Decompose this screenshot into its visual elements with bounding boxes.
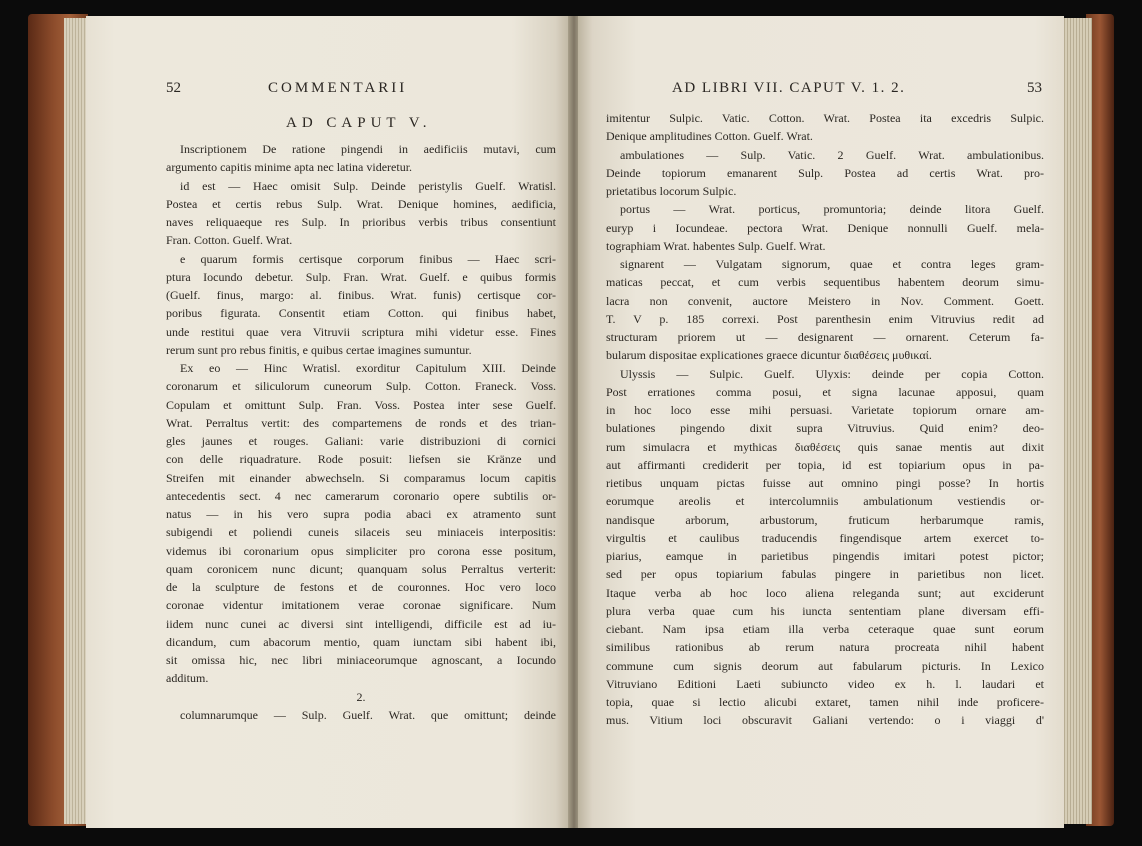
text-line: subigendi et poliendi cuneis silaceis seu miniaceis interpositis:: [166, 525, 556, 540]
text-line: videmus ibi coronarium opus simpliciter pro corona esse positum,: [166, 543, 556, 558]
text-line: prietatibus locorum Sulpic.: [606, 184, 737, 198]
text-line: iidem nunc cunei ac diversi sint intelligendi, difficile est ad iu-: [166, 616, 556, 631]
text-line: in hoc loco esse mihi persuasi. Varietate topiorum ornare am-: [606, 403, 1044, 417]
text-line: euryp i Iocundeae. pectora Wrat. Denique nonnulli Guelf. mela-: [606, 220, 1044, 235]
text-line: aut affirmanti crediderit per topia, id est topiarium opus in pa-: [606, 457, 1044, 472]
right-page-number: 53: [1027, 80, 1042, 96]
text-line: Deinde topiorum emanarent Sulp. Postea ad certis Wrat. pro-: [606, 165, 1044, 180]
text-line: portus — Wrat. porticus, promuntoria; deinde litora Guelf.: [620, 202, 1044, 217]
text-line: rum simulacra et mythicas διαθέσεις quis sanae mentis aut dixit: [606, 439, 1044, 454]
text-line: Itaque verba ab hoc loco aliena releganda sunt; aut exciderunt: [606, 585, 1044, 600]
text-line: imitentur Sulpic. Vatic. Cotton. Wrat. Postea ita excedris Sulpic.: [606, 111, 1044, 125]
text-line: structuram priorem ut — designarent — ornarent. Ceterum fa-: [606, 330, 1044, 344]
text-line: lacra non convenit, auctore Meistero in Nov. Comment. Goett.: [606, 293, 1044, 308]
text-line: Ex eo — Hinc Wratisl. exorditur Capitulum XIII. Deinde: [180, 361, 556, 375]
right-running-title: AD LIBRI VII. CAPUT V. 1. 2.: [672, 80, 906, 96]
text-line: Copulam et omittunt Sulp. Fran. Voss. Postea inter sese Guelf.: [166, 397, 556, 412]
text-line: mus. Vitium loci obscuravit Galiani vertendo: o i viaggi d': [606, 713, 1044, 728]
text-line: Streifen mit einander abwechseln. Si comparamus locum capitis: [166, 470, 556, 485]
text-line: argumento capitis minime apta nec latina videretur.: [166, 160, 413, 175]
text-line: gles jaunes et rouges. Galiani: varie distribuzioni di cornici: [166, 434, 556, 448]
text-line: nandisque arborum, arbustorum, fruticum herbarumque ramis,: [606, 512, 1044, 527]
text-line: unde restitui quae vera Vitruvii scriptura mihi videtur esse. Fines: [166, 324, 556, 339]
text-line: sit omissa hic, nec libri miniaceorumque agnoscant, a Iocundo: [166, 653, 556, 667]
text-line: rietibus unquam pictas fuisse aut omnino pingi posse? In hortis: [606, 476, 1044, 490]
text-line: antecedentis sect. 4 nec camerarum coronario opere subtilis or-: [166, 488, 556, 503]
text-line: bulationes pingendo dixit supra Vitruvius. Quid enim? deo-: [606, 421, 1044, 436]
text-line: naves reliquaeque res Sulp. In prioribus verbis tribus consentiunt: [166, 215, 556, 229]
text-line: maticas peccat, et cum verbis sequentibus habentem deorum simu-: [606, 275, 1044, 290]
text-line: Postea et certis rebus Sulp. Wrat. Denique homines, aedificia,: [166, 196, 556, 211]
left-page-number: 52: [166, 80, 181, 96]
text-line: Vitruviano Editioni Laeti subiuncto video ex h. l. laudari et: [606, 676, 1044, 691]
text-line: coronarum et siliculorum cuneorum Sulp. Cotton. Franeck. Voss.: [166, 379, 556, 394]
text-line: tographiam Wrat. habentes Sulp. Guelf. Wrat.: [606, 238, 826, 253]
text-line: ciebant. Nam ipsa etiam illa verba ceteraque quae sunt eorum: [606, 622, 1044, 636]
text-line: id est — Haec omisit Sulp. Deinde peristylis Guelf. Wratisl.: [180, 178, 556, 193]
left-running-title: COMMENTARII: [268, 80, 408, 96]
text-line: T. V p. 185 correxi. Post parenthesin enim Vitruvius redit ad: [606, 311, 1044, 326]
text-line: poribus figurata. Consentit etiam Cotton. qui finibus habet,: [166, 306, 556, 321]
section-heading: AD CAPUT V.: [286, 115, 432, 131]
text-line: eorumque areolis et intercolumniis ambulationum vestiendis or-: [606, 494, 1044, 509]
text-line: 2.: [356, 689, 366, 704]
text-line: plura verba quae cum his iuncta sententiam plane diversam effi-: [606, 603, 1044, 618]
left-page: [86, 16, 570, 828]
text-line: commune cum signis deorum aut fabularum picturis. In Lexico: [606, 658, 1044, 673]
text-line: dicandum, cum abacorum mentio, quam iunctam sibi habent ibi,: [166, 634, 556, 649]
text-line: similibus rationibus ab rerum natura procreata nihil habent: [606, 640, 1044, 655]
right-running-head: [672, 80, 1042, 100]
page-edges-right: [1062, 18, 1092, 824]
right-body-text: [606, 109, 1044, 730]
text-line: piarius, eamque in parietibus pingendis imitari potest pictor;: [606, 549, 1044, 563]
right-page: [578, 16, 1064, 828]
text-line: Denique amplitudines Cotton. Guelf. Wrat.: [606, 129, 813, 144]
text-line: Wrat. Perraltus vertit: des compartemens de ronds et des trian-: [166, 415, 556, 430]
text-line: bularum dispositae explicationes graece dicuntur διαθέσεις μυθικαί.: [606, 348, 932, 363]
text-line: ambulationes — Sulp. Vatic. 2 Guelf. Wrat. ambulationibus.: [620, 147, 1044, 162]
text-line: natus — in his vero supra podia abaci ex atramento sunt: [166, 507, 556, 521]
text-line: Fran. Cotton. Guelf. Wrat.: [166, 233, 293, 248]
text-line: Inscriptionem De ratione pingendi in aedificiis mutavi, cum: [180, 142, 556, 156]
text-line: columnarumque — Sulp. Guelf. Wrat. que omittunt; deinde: [180, 707, 556, 722]
text-line: topia, quae si lectio alicubi extaret, tamen nihil inde proficere-: [606, 695, 1044, 709]
text-line: virgultis et caulibus traducendis fingendisque artem exercet to-: [606, 530, 1044, 545]
text-line: e quarum formis certisque corporum finibus — Haec scri-: [180, 251, 556, 266]
text-line: de la sculpture de festons et de couronnes. Hoc vero loco: [166, 580, 556, 594]
text-line: (Guelf. finus, margo: al. finibus. Wrat. funis) certisque cor-: [166, 288, 556, 302]
text-line: coronae videntur imitationem verae coronae significare. Num: [166, 598, 556, 613]
text-line: rerum sunt pro rebus finitis, e quibus certae imagines sumuntur.: [166, 342, 472, 357]
text-line: additum.: [166, 671, 209, 686]
text-line: ptura Iocundo debetur. Sulp. Fran. Wrat. Guelf. e quibus formis: [166, 269, 556, 284]
text-line: quam coronicem nunc dicunt; quanquam solus Perraltus verterit:: [166, 561, 556, 576]
text-line: con delle riquadrature. Rode posuit: liefsen sie Kränze und: [166, 452, 556, 467]
text-line: Ulyssis — Sulpic. Guelf. Ulyxis: deinde per copia Cotton.: [620, 366, 1044, 381]
text-line: sed per opus topiarium fabulas pingere in parietibus non licet.: [606, 567, 1044, 582]
text-line: signarent — Vulgatam signorum, quae et contra leges gram-: [620, 257, 1044, 271]
left-body-text: [166, 140, 556, 724]
text-line: Post errationes comma posui, et signa lacunae apposui, quam: [606, 384, 1044, 399]
left-running-head: [166, 80, 546, 100]
